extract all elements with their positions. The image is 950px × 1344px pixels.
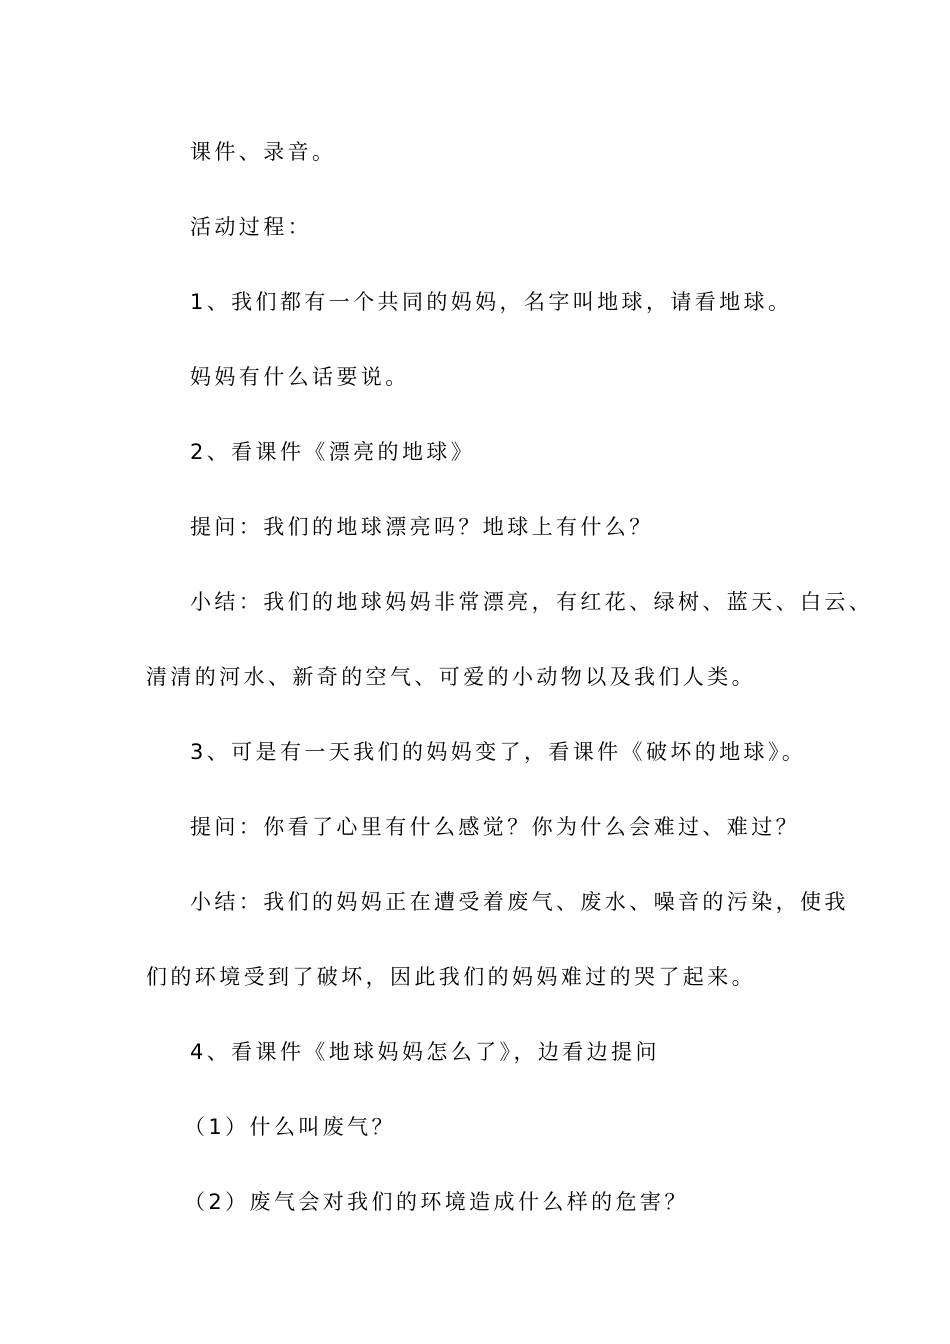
step-3-question: 提问：你看了心里有什么感觉？你为什么会难过、难过？ [190, 815, 800, 839]
step-2-line: 2、看课件《漂亮的地球》 [190, 440, 476, 464]
step-1-continuation: 妈妈有什么话要说。 [190, 365, 410, 389]
materials-line: 课件、录音。 [190, 140, 337, 164]
step-1-line: 1、我们都有一个共同的妈妈，名字叫地球，请看地球。 [190, 290, 793, 314]
step-4-line: 4、看课件《地球妈妈怎么了》，边看边提问 [190, 1040, 660, 1064]
step-3-summary: 小结：我们的妈妈正在遭受着废气、废水、噪音的污染，使我 [190, 890, 849, 914]
step-4-question-1: （1）什么叫废气？ [184, 1115, 396, 1139]
step-2-question: 提问：我们的地球漂亮吗？地球上有什么？ [190, 515, 654, 539]
step-2-summary: 小结：我们的地球妈妈非常漂亮，有红花、绿树、蓝天、白云、 [190, 590, 874, 614]
step-3-line: 3、可是有一天我们的妈妈变了，看课件《破坏的地球》。 [190, 740, 807, 764]
step-4-question-2: （2）废气会对我们的环境造成什么样的危害？ [184, 1190, 689, 1214]
activity-process-heading: 活动过程： [190, 215, 312, 239]
step-3-summary-continuation: 们的环境受到了破坏，因此我们的妈妈难过的哭了起来。 [146, 965, 756, 989]
step-2-summary-continuation: 清清的河水、新奇的空气、可爱的小动物以及我们人类。 [146, 665, 756, 689]
